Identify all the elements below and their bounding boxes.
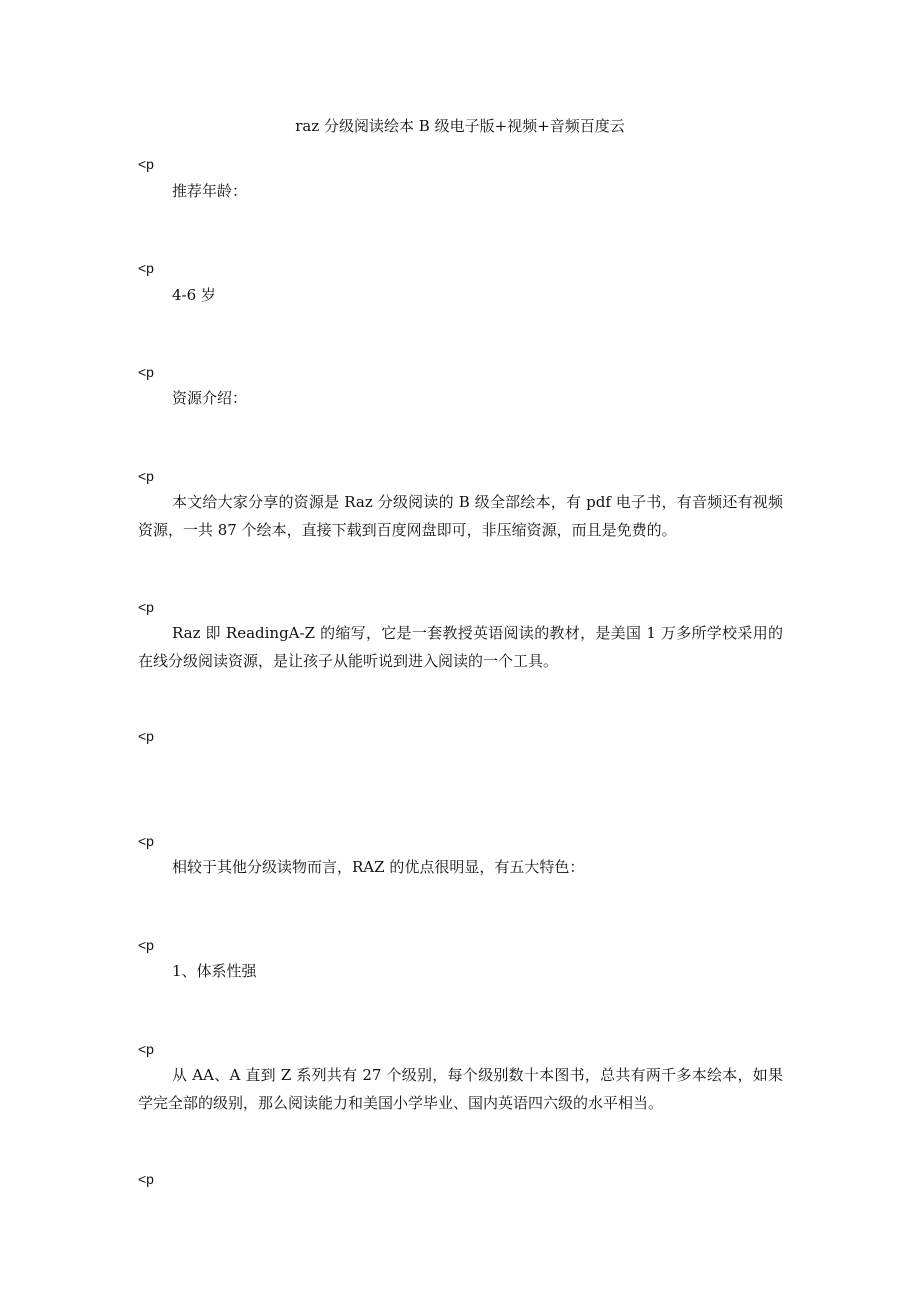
- paragraph: 本文给大家分享的资源是 Raz 分级阅读的 B 级全部绘本，有 pdf 电子书，有音频还有视频资源，一共 87 个绘本，直接下载到百度网盘即可，非压缩资源，而且是免费的。: [138, 493, 783, 539]
- paragraph-tag: <p: [138, 937, 154, 953]
- paragraph-tag: <p: [138, 468, 154, 484]
- paragraph: 4-6 岁: [172, 286, 216, 304]
- paragraph: 资源介绍：: [172, 389, 248, 407]
- paragraph-tag: <p: [138, 156, 154, 172]
- paragraph: 1、体系性强: [172, 962, 257, 980]
- paragraph-tag: <p: [138, 364, 154, 380]
- document-title: raz 分级阅读绘本 B 级电子版+视频+音频百度云: [295, 117, 625, 135]
- paragraph: 推荐年龄：: [172, 182, 248, 200]
- paragraph-tag: <p: [138, 599, 154, 615]
- paragraph: 从 AA、A 直到 Z 系列共有 27 个级别，每个级别数十本图书，总共有两千多本绘本，如果学完全部的级别，那么阅读能力和美国小学毕业、国内英语四六级的水平相当。: [138, 1066, 783, 1112]
- paragraph-tag: <p: [138, 728, 154, 744]
- paragraph-tag: <p: [138, 1041, 154, 1057]
- paragraph-tag: <p: [138, 260, 154, 276]
- paragraph: 相较于其他分级读物而言，RAZ 的优点很明显，有五大特色：: [172, 858, 585, 876]
- paragraph-tag: <p: [138, 1171, 154, 1187]
- paragraph-tag: <p: [138, 833, 154, 849]
- paragraph: Raz 即 ReadingA-Z 的缩写，它是一套教授英语阅读的教材，是美国 1 万多所学校采用的在线分级阅读资源，是让孩子从能听说到进入阅读的一个工具。: [138, 624, 783, 670]
